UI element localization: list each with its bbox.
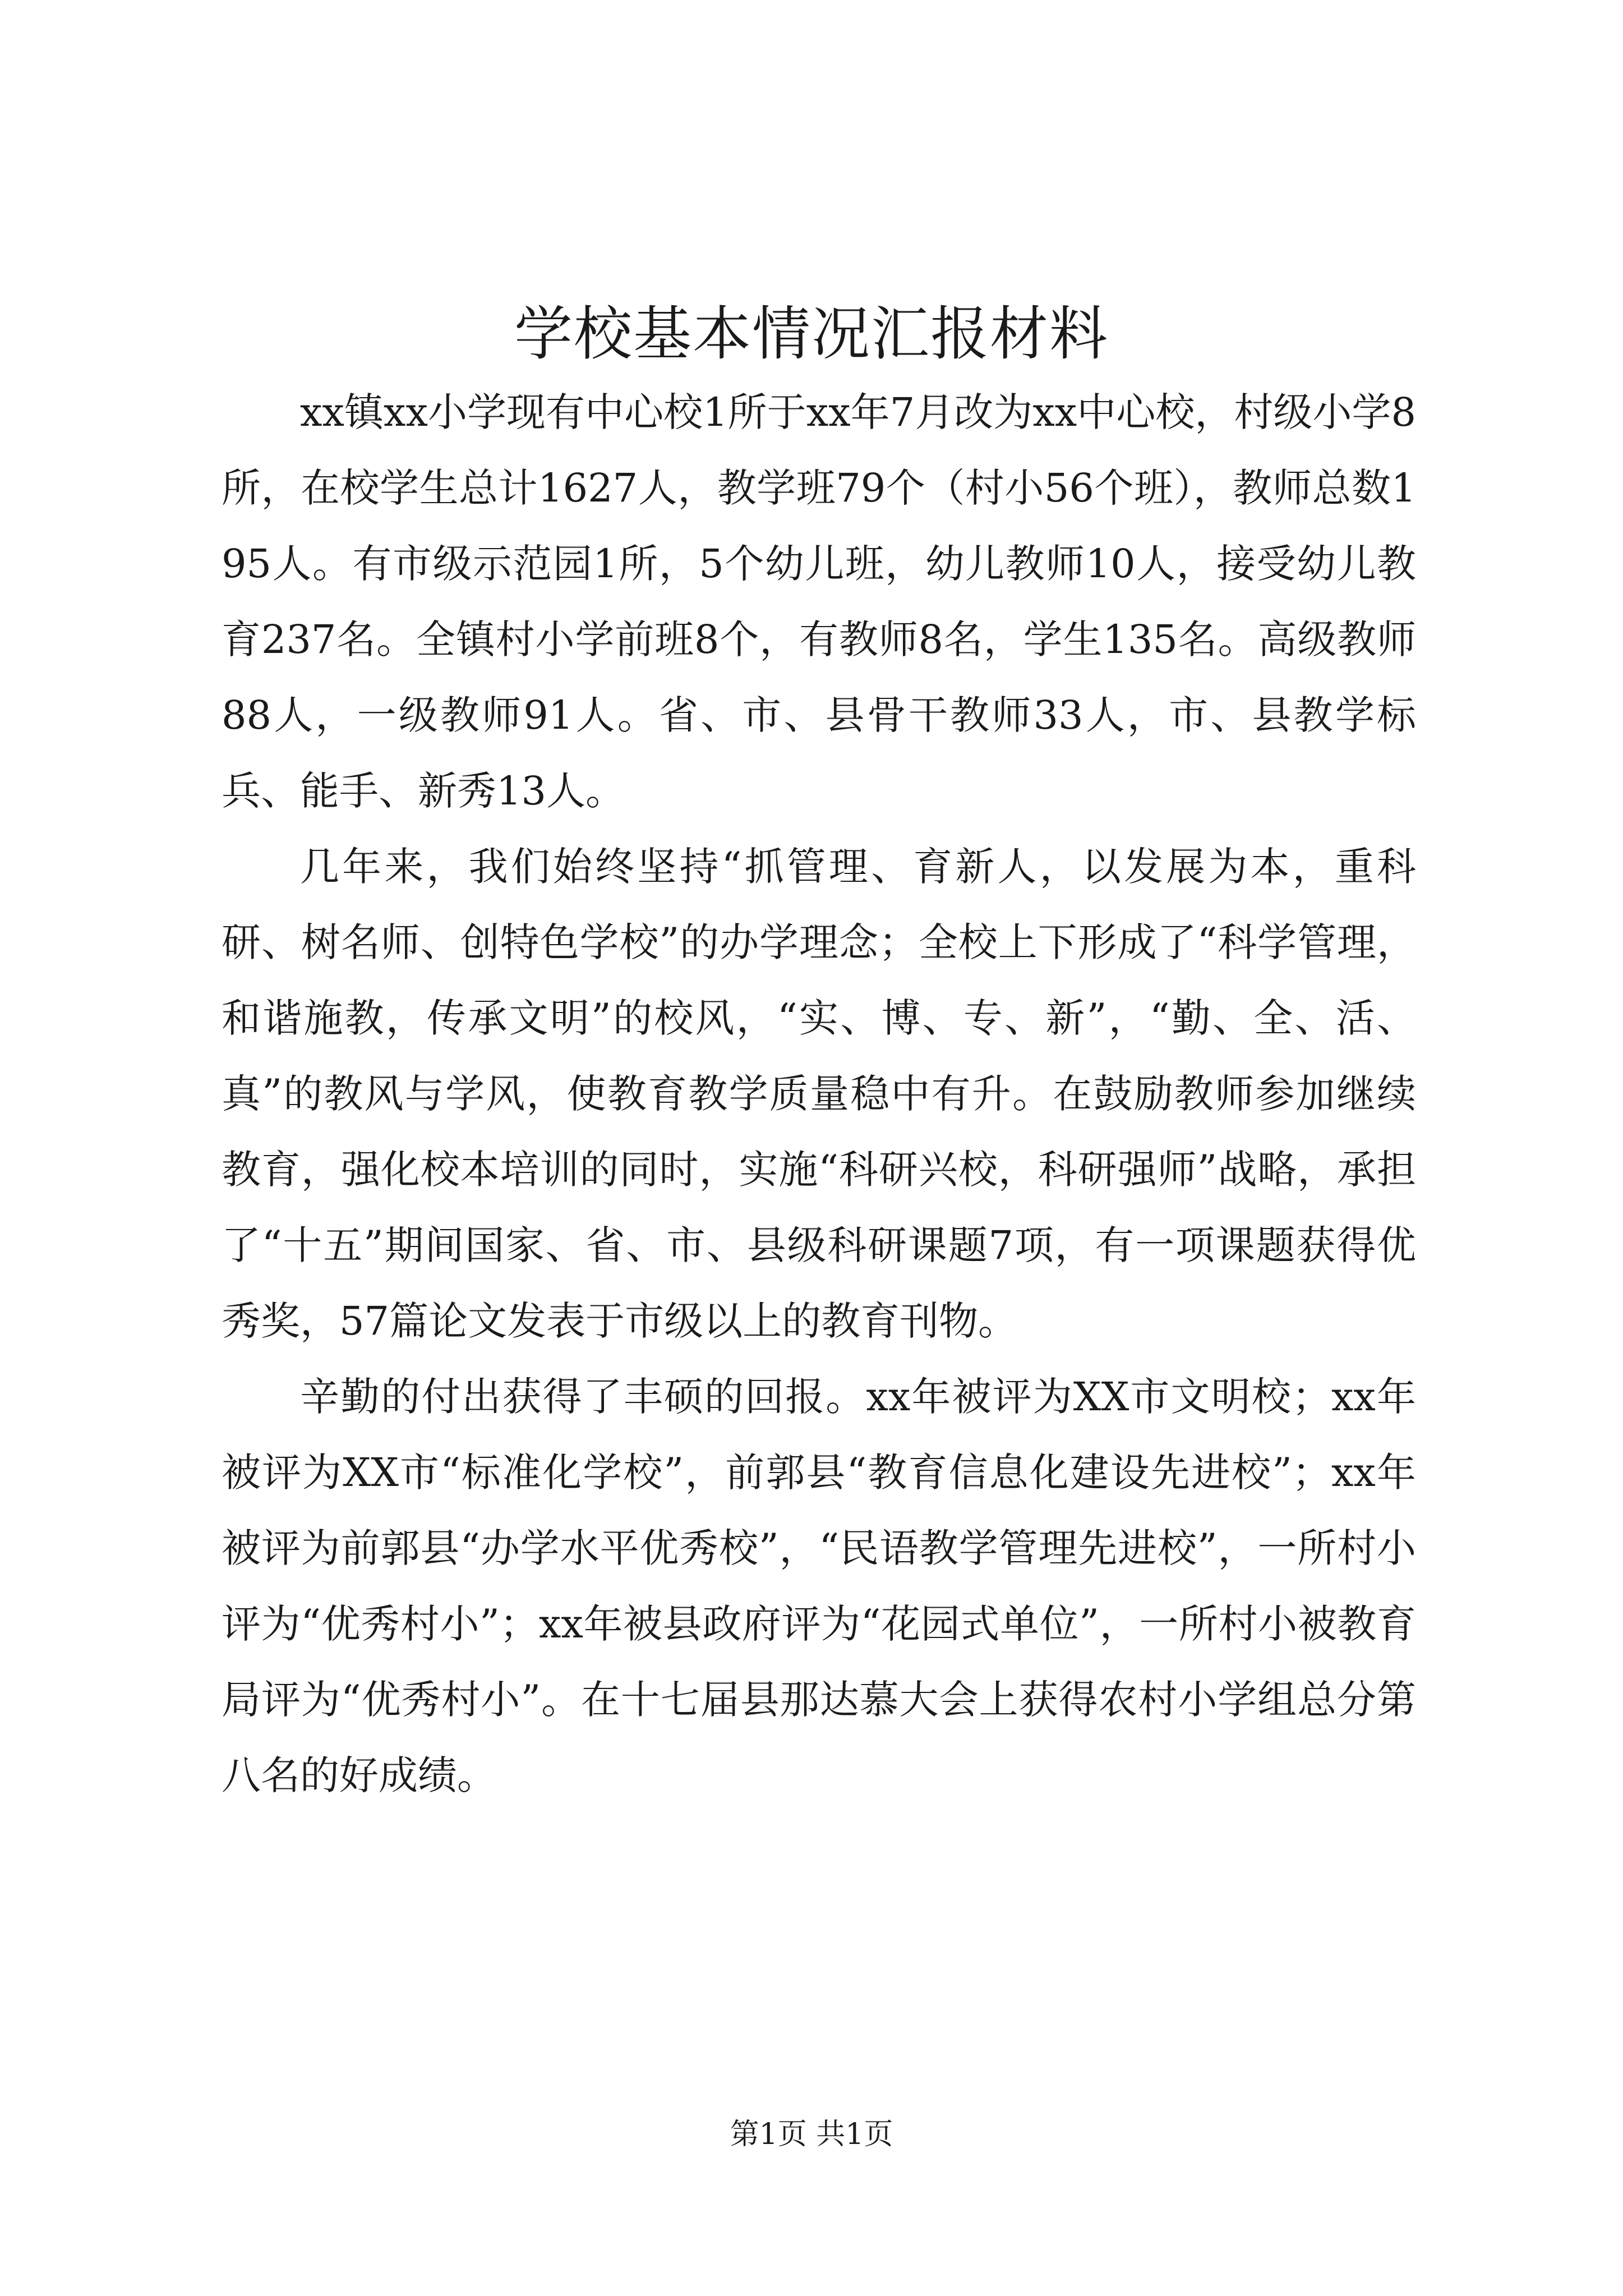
- document-title: 学校基本情况汇报材料: [514, 300, 1109, 368]
- page-number-footer: 第1页 共1页: [730, 2118, 893, 2151]
- document-body: [222, 375, 1416, 1814]
- paragraph-school-honors: 辛勤的付出获得了丰硕的回报。xx年被评为XX市文明校；xx年被评为XX市“标准化学校”，前郭县“教育信息化建设先进校”；xx年被评为前郭县“办学水平优秀校”，“民语教学管理先进校”，一所村小评为“优秀村小”；xx年被县政府评为“花园式单位”，一所村小被教育局评为“优秀村小”。在十七届县那达慕大会上获得农村小学组总分第八名的好成绩。: [222, 1374, 1416, 1798]
- paragraph-school-overview: xx镇xx小学现有中心校1所于xx年7月改为xx中心校，村级小学8所，在校学生总计1627人，教学班79个（村小56个班），教师总数195人。有市级示范园1所，5个幼儿班，幼儿教师10人，接受幼儿教育237名。全镇村小学前班8个，有教师8名，学生135名。高级教师88人，一级教师91人。省、市、县骨干教师33人，市、县教学标兵、能手、新秀13人。: [222, 389, 1416, 814]
- paragraph-school-philosophy: 几年来，我们始终坚持“抓管理、育新人，以发展为本，重科研、树名师、创特色学校”的办学理念；全校上下形成了“科学管理，和谐施教，传承文明”的校风，“实、博、专、新”，“勤、全、活、真”的教风与学风，使教育教学质量稳中有升。在鼓励教师参加继续教育，强化校本培训的同时，实施“科研兴校，科研强师”战略，承担了“十五”期间国家、省、市、县级科研课题7项，有一项课题获得优秀奖，57篇论文发表于市级以上的教育刊物。: [222, 844, 1416, 1344]
